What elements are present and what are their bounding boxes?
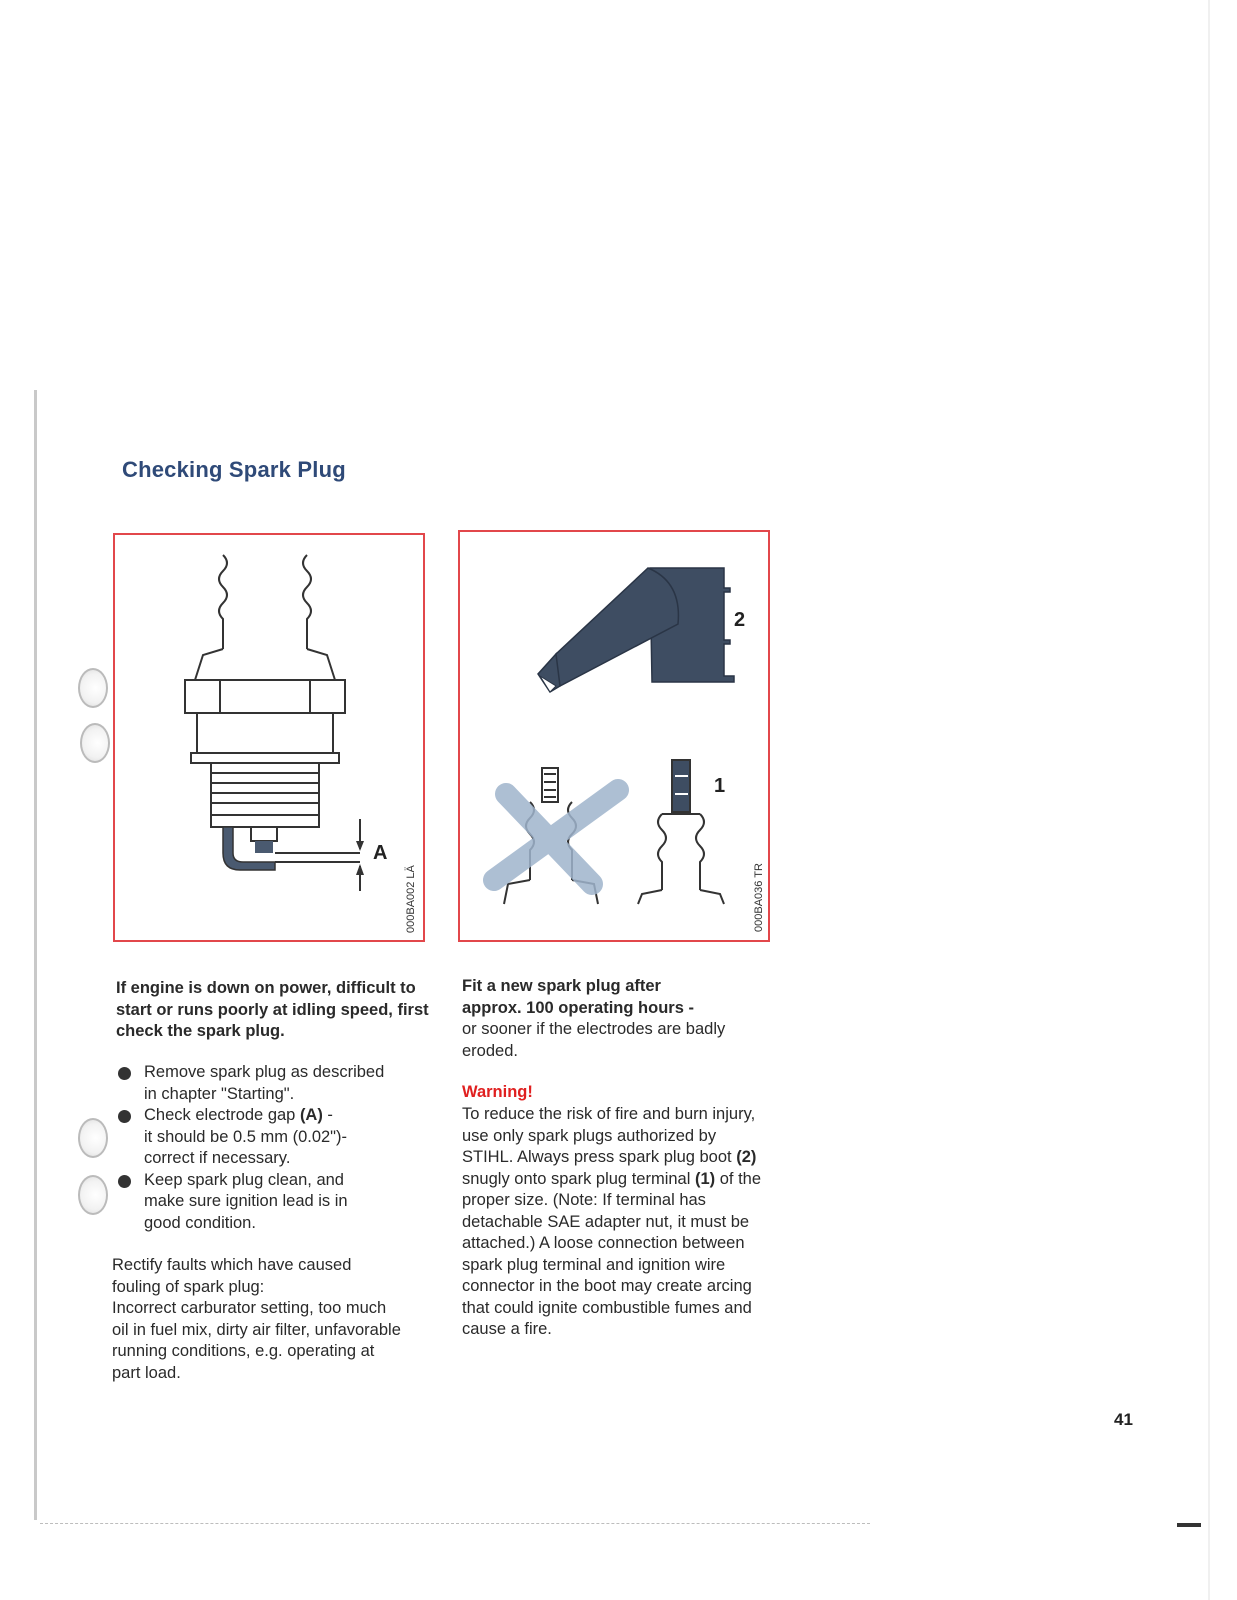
spark-plug-boot-figure <box>458 530 770 942</box>
punch-hole <box>80 723 110 763</box>
paragraph-line: snugly onto spark plug terminal <box>462 1169 695 1188</box>
page-right-edge <box>1208 0 1210 1600</box>
paragraph-line: attached.) A loose connection between <box>462 1234 745 1252</box>
spark-plug-gap-figure <box>113 533 425 942</box>
paragraph-line: Incorrect carburator setting, too much <box>112 1299 387 1317</box>
gap-label-a: A <box>373 842 388 864</box>
paragraph-line: oil in fuel mix, dirty air filter, unfavorable <box>112 1320 401 1339</box>
spark-plug-gap-illustration <box>115 535 423 940</box>
paragraph-line: connector in the boot may create arcing <box>462 1277 752 1295</box>
list-item-text: Check electrode gap <box>144 1106 300 1124</box>
list-item <box>116 1062 446 1105</box>
warning-heading: Warning! <box>462 1083 533 1101</box>
bottom-corner-mark <box>1177 1523 1201 1527</box>
paragraph-line: eroded. <box>462 1041 518 1060</box>
list-item-text: Remove spark plug as described <box>144 1063 385 1081</box>
paragraph-line: STIHL. Always press spark plug boot <box>462 1148 737 1166</box>
paragraph-line: spark plug terminal and ignition wire <box>462 1255 726 1274</box>
faults-paragraph <box>112 1255 452 1384</box>
paragraph-line: detachable SAE adapter nut, it must be <box>462 1212 750 1231</box>
intro-paragraph: If engine is down on power, difficult to start or runs poorly at idling speed, first check the spark plug. <box>116 979 429 1040</box>
terminal-reference: (1) <box>694 1169 716 1188</box>
paragraph-line: fouling of spark plug: <box>112 1277 265 1296</box>
page-number: 41 <box>1114 1410 1133 1429</box>
paragraph-line: cause a fire. <box>462 1320 552 1338</box>
figure-code-left: 000BA002 LÄ <box>405 865 417 933</box>
instruction-list <box>116 1062 446 1234</box>
paragraph-line: that could ignite combustible fumes and <box>462 1298 752 1317</box>
page-title: Checking Spark Plug <box>122 457 346 482</box>
punch-hole <box>78 1175 108 1215</box>
paragraph-line: approx. 100 operating hours - <box>462 998 694 1017</box>
paragraph-line: Rectify faults which have caused <box>112 1256 352 1274</box>
page-bottom-line <box>40 1523 870 1524</box>
paragraph-line: part load. <box>112 1363 181 1382</box>
paragraph-line: of the <box>715 1169 762 1188</box>
boot-reference: (2) <box>736 1148 757 1166</box>
list-item-text: good condition. <box>144 1213 256 1232</box>
terminal-label-1: 1 <box>714 775 726 797</box>
page-left-edge <box>34 390 37 1520</box>
new-plug-paragraph <box>462 976 802 1062</box>
list-item-text: it should be 0.5 mm (0.02")- <box>144 1127 348 1146</box>
list-item-text: Keep spark plug clean, and <box>144 1170 344 1189</box>
list-item-text: make sure ignition lead is in <box>144 1192 348 1210</box>
figure-code-right: 000BA036 TR <box>753 863 765 932</box>
paragraph-line: proper size. (Note: If terminal has <box>462 1191 706 1209</box>
warning-paragraph <box>462 1104 807 1341</box>
list-item-text: in chapter "Starting". <box>144 1084 295 1103</box>
paragraph-line: To reduce the risk of fire and burn injury, <box>462 1105 756 1123</box>
paragraph-line: running conditions, e.g. operating at <box>112 1342 375 1360</box>
punch-hole <box>78 1118 108 1158</box>
list-item-text: - <box>322 1106 333 1124</box>
paragraph-line: Fit a new spark plug after <box>462 977 661 995</box>
punch-hole <box>78 668 108 708</box>
list-item-text: correct if necessary. <box>144 1149 291 1167</box>
gap-reference: (A) <box>299 1106 323 1124</box>
spark-plug-boot-illustration <box>460 532 768 940</box>
paragraph-line: or sooner if the electrodes are badly <box>462 1020 726 1038</box>
list-item <box>116 1170 446 1235</box>
list-item <box>116 1105 446 1170</box>
paragraph-line: use only spark plugs authorized by <box>462 1126 717 1145</box>
boot-label-2: 2 <box>734 609 746 631</box>
